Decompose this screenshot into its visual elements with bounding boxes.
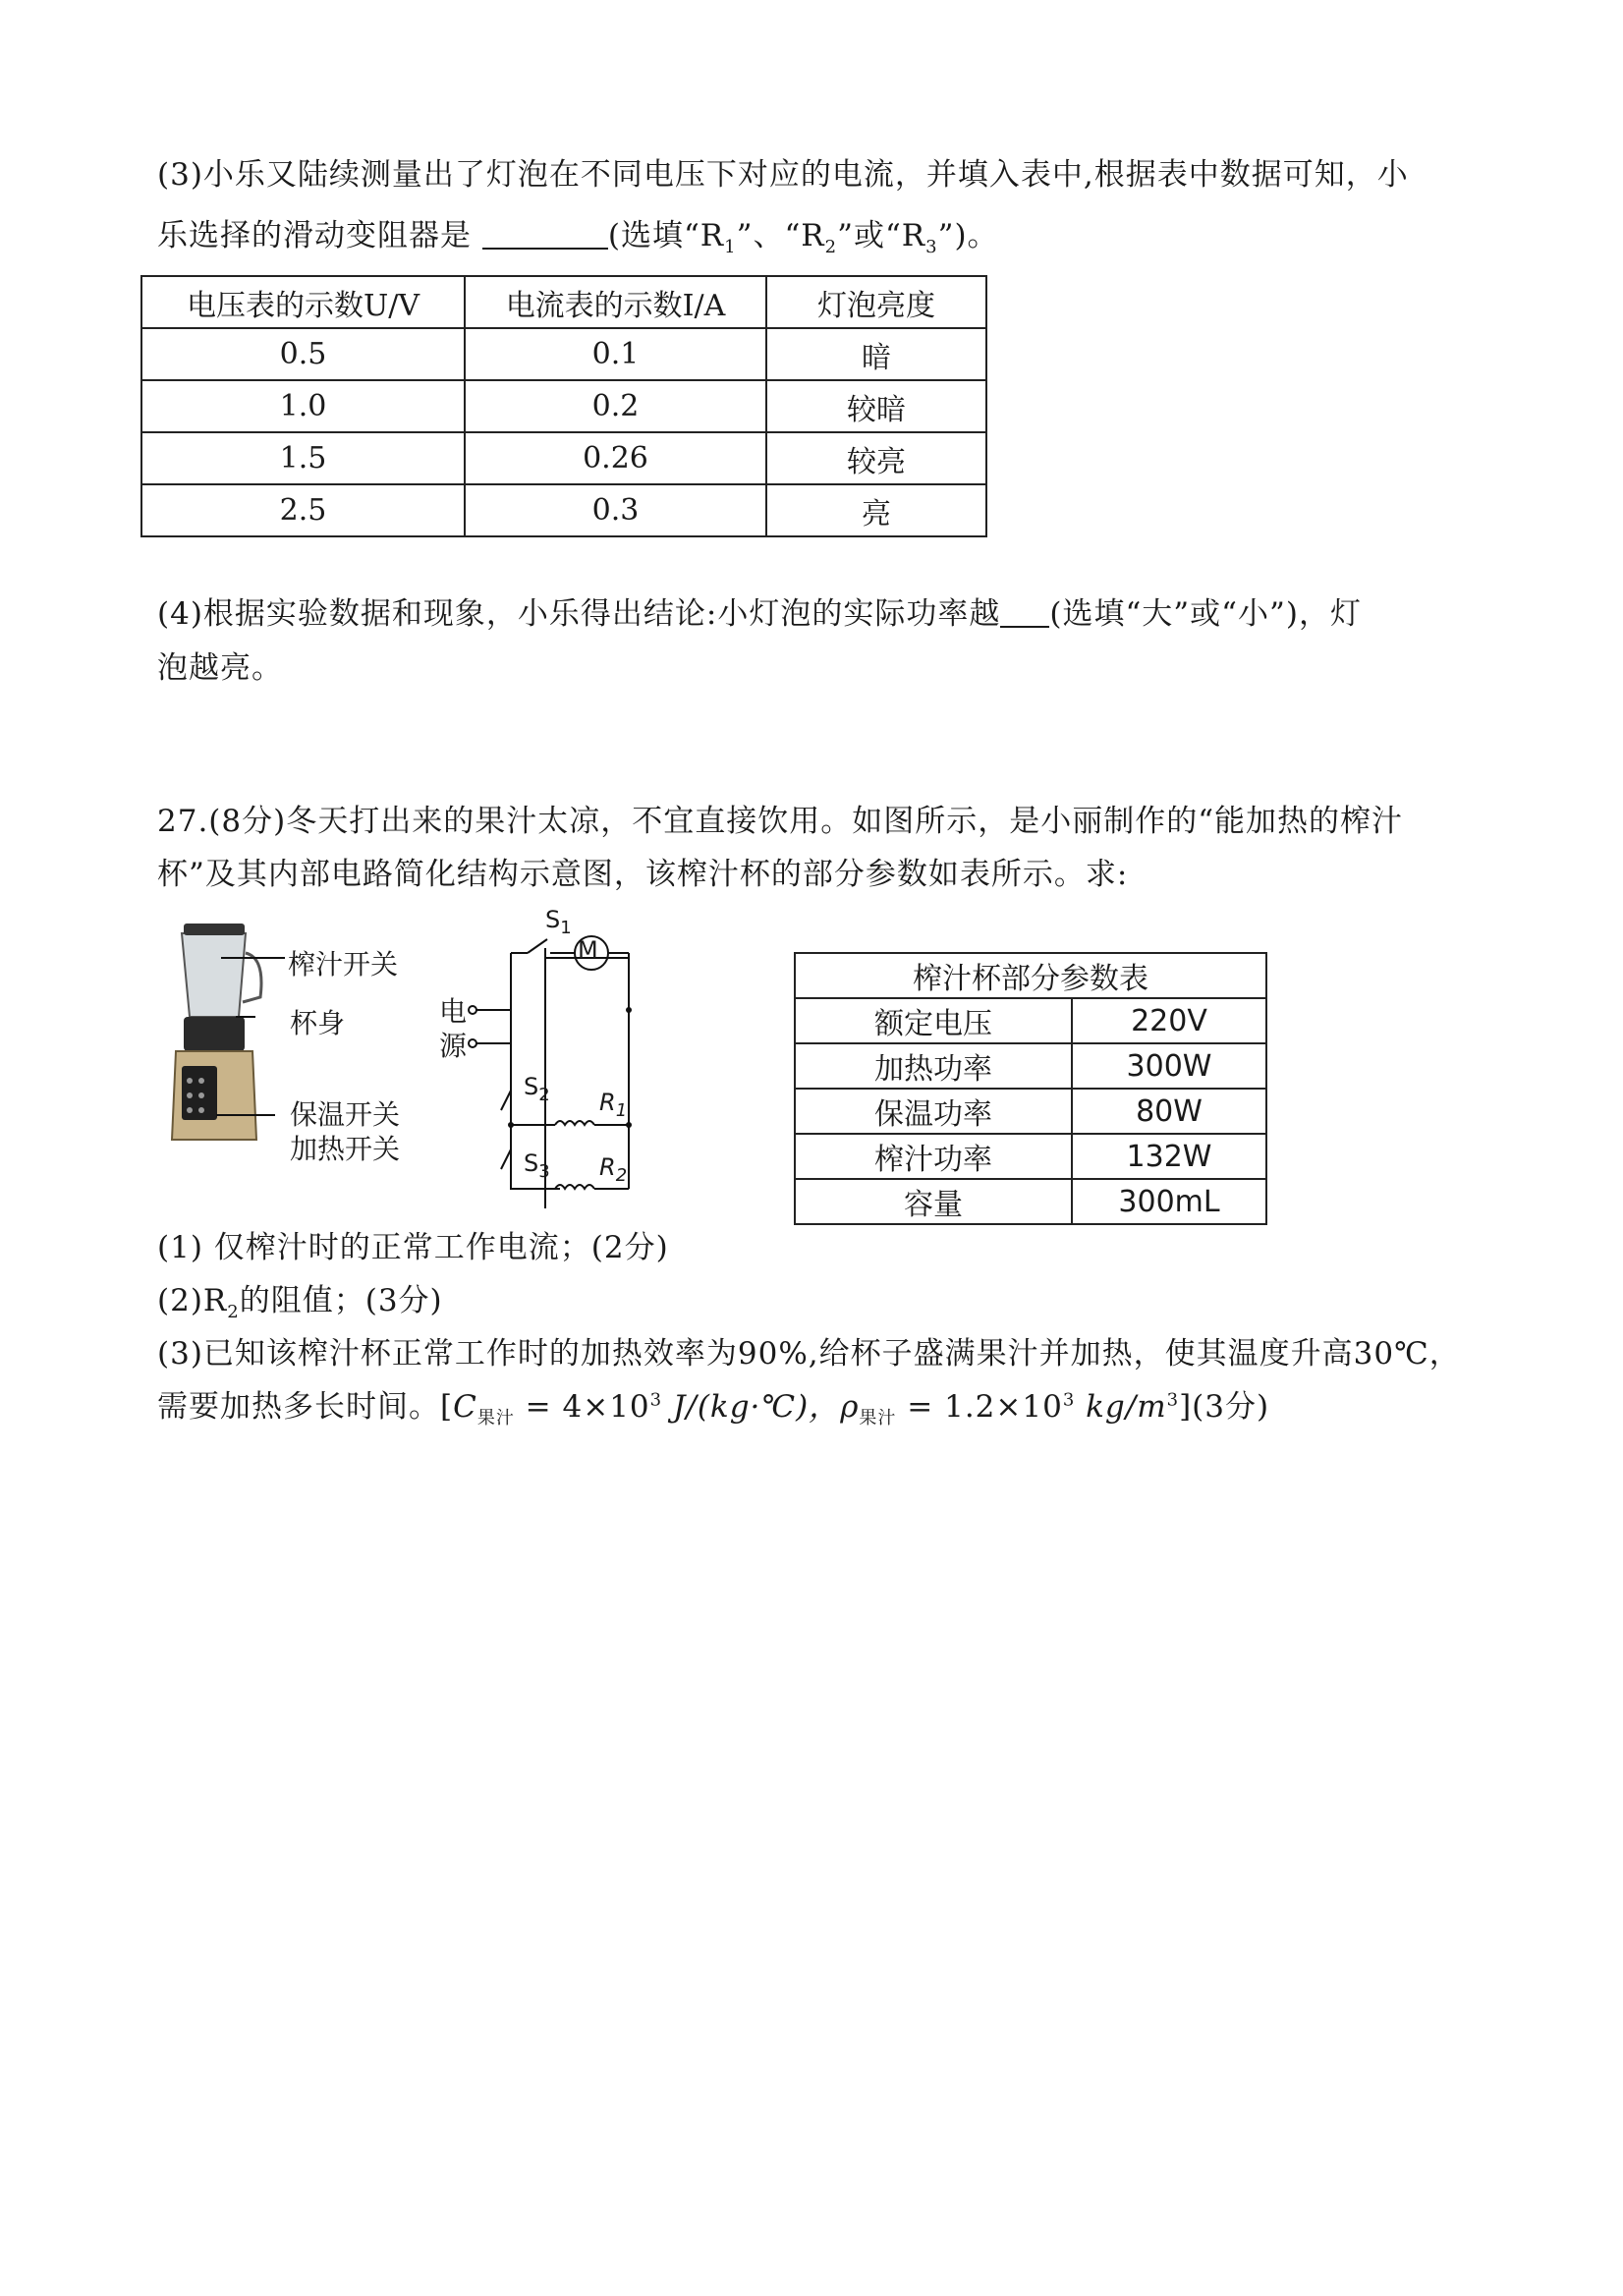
label-s2: $S_2$ (524, 1073, 550, 1105)
q4-line1 (157, 587, 1483, 642)
param-name: 额定电压 (795, 998, 1072, 1043)
subq2: $(2)R_2$的阻值；(3分) (157, 1283, 443, 1323)
label-s1: $S_1$ (545, 906, 572, 938)
table-header-row (141, 276, 986, 328)
label-cup-body: 杯身 (290, 1007, 346, 1039)
q3-sub3: 3 (925, 237, 938, 258)
param-name: 榨汁功率 (795, 1134, 1072, 1179)
param-name: 容量 (795, 1179, 1072, 1224)
rho-symbol: ρ (840, 1389, 860, 1425)
param-table-title: 榨汁杯部分参数表 (795, 953, 1266, 998)
table-row (141, 484, 986, 536)
table-row (795, 1179, 1266, 1224)
cell-current: 0.2 (465, 380, 766, 432)
label-r2: $R_2$ (599, 1153, 628, 1186)
param-name: 保温功率 (795, 1089, 1072, 1134)
label-juice-switch: 榨汁开关 (288, 948, 399, 980)
table-row (141, 328, 986, 380)
q3-option-c: ”或“R (837, 218, 926, 253)
param-value: 132W (1072, 1134, 1266, 1179)
param-name: 加热功率 (795, 1043, 1072, 1089)
q27-line2: 杯”及其内部电路简化结构示意图，该榨汁杯的部分参数如表所示。求: (157, 857, 1129, 892)
cell-current: 0.26 (465, 432, 766, 484)
cell-current: 0.3 (465, 484, 766, 536)
cell-current: 0.1 (465, 328, 766, 380)
measurement-table (140, 275, 987, 537)
header-brightness: 灯泡亮度 (766, 276, 986, 328)
q3-line1: (3)小乐又陆续测量出了灯泡在不同电压下对应的电流，并填入表中,根据表中数据可知，小 (157, 157, 1409, 193)
cell-brightness: 较暗 (766, 380, 986, 432)
cell-brightness: 亮 (766, 484, 986, 536)
table-row (795, 1134, 1266, 1179)
table-row (141, 380, 986, 432)
cell-brightness: 暗 (766, 328, 986, 380)
q3-option-b: ”、“R (736, 218, 825, 253)
q4-line1-before: (4)根据实验数据和现象，小乐得出结论:小灯泡的实际功率越 (157, 596, 1001, 632)
label-motor: M (578, 936, 598, 964)
label-power-top: 电 (439, 995, 468, 1028)
param-title-row (795, 953, 1266, 998)
subq1: (1) 仅榨汁时的正常工作电流；(2分) (157, 1230, 669, 1265)
table-row (795, 1043, 1266, 1089)
param-value: 300W (1072, 1043, 1266, 1089)
table-row (141, 432, 986, 484)
header-current: 电流表的示数I/A (465, 276, 766, 328)
label-heating-switch: 加热开关 (290, 1133, 401, 1165)
param-value: 220V (1072, 998, 1266, 1043)
label-keep-warm-switch: 保温开关 (290, 1098, 401, 1131)
cell-voltage: 1.5 (141, 432, 465, 484)
table-row (795, 1089, 1266, 1134)
juicer-figure (162, 904, 693, 1208)
cell-voltage: 1.0 (141, 380, 465, 432)
cell-brightness: 较亮 (766, 432, 986, 484)
parameter-table (794, 952, 1267, 1225)
q3-option-a: (选填“R (607, 218, 725, 253)
cell-voltage: 2.5 (141, 484, 465, 536)
label-r1: $R_1$ (599, 1089, 628, 1121)
cell-voltage: 0.5 (141, 328, 465, 380)
subq3-line1: (3)已知该榨汁杯正常工作时的加热效率为90%,给杯子盛满果汁并加热，使其温度升高30℃， (157, 1336, 1461, 1372)
header-voltage: 电压表的示数U/V (141, 276, 465, 328)
answer-blank-resistor[interactable] (482, 214, 608, 250)
q3-line2 (157, 208, 1483, 263)
q3-sub1: 1 (724, 237, 737, 258)
label-s3: $S_3$ (524, 1149, 550, 1182)
subq3-line2: 需要加热多长时间。[$C_{果汁} = 4\times 10^3$ J/(kg·℃)，$\rho_{果汁} = 1.2\times 10^3$ $kg/m^3](3$分) (157, 1389, 1270, 1429)
q3-option-d: ”)。 (937, 218, 999, 253)
param-value: 300mL (1072, 1179, 1266, 1224)
table-row (795, 998, 1266, 1043)
q3-line2-before: 乐选择的滑动变阻器是 (157, 218, 482, 253)
answer-blank-power[interactable] (1000, 592, 1049, 628)
q3-sub2: 2 (824, 237, 838, 258)
c-symbol: C (453, 1389, 477, 1425)
q4-line2: 泡越亮。 (157, 650, 283, 686)
param-value: 80W (1072, 1089, 1266, 1134)
q4-line1-after: (选填“大”或“小”)，灯 (1049, 596, 1362, 632)
label-power-bottom: 源 (439, 1030, 468, 1062)
q27-line1: 27.(8分)冬天打出来的果汁太凉，不宜直接饮用。如图所示，是小丽制作的“能加热的榨汁 (157, 804, 1404, 839)
